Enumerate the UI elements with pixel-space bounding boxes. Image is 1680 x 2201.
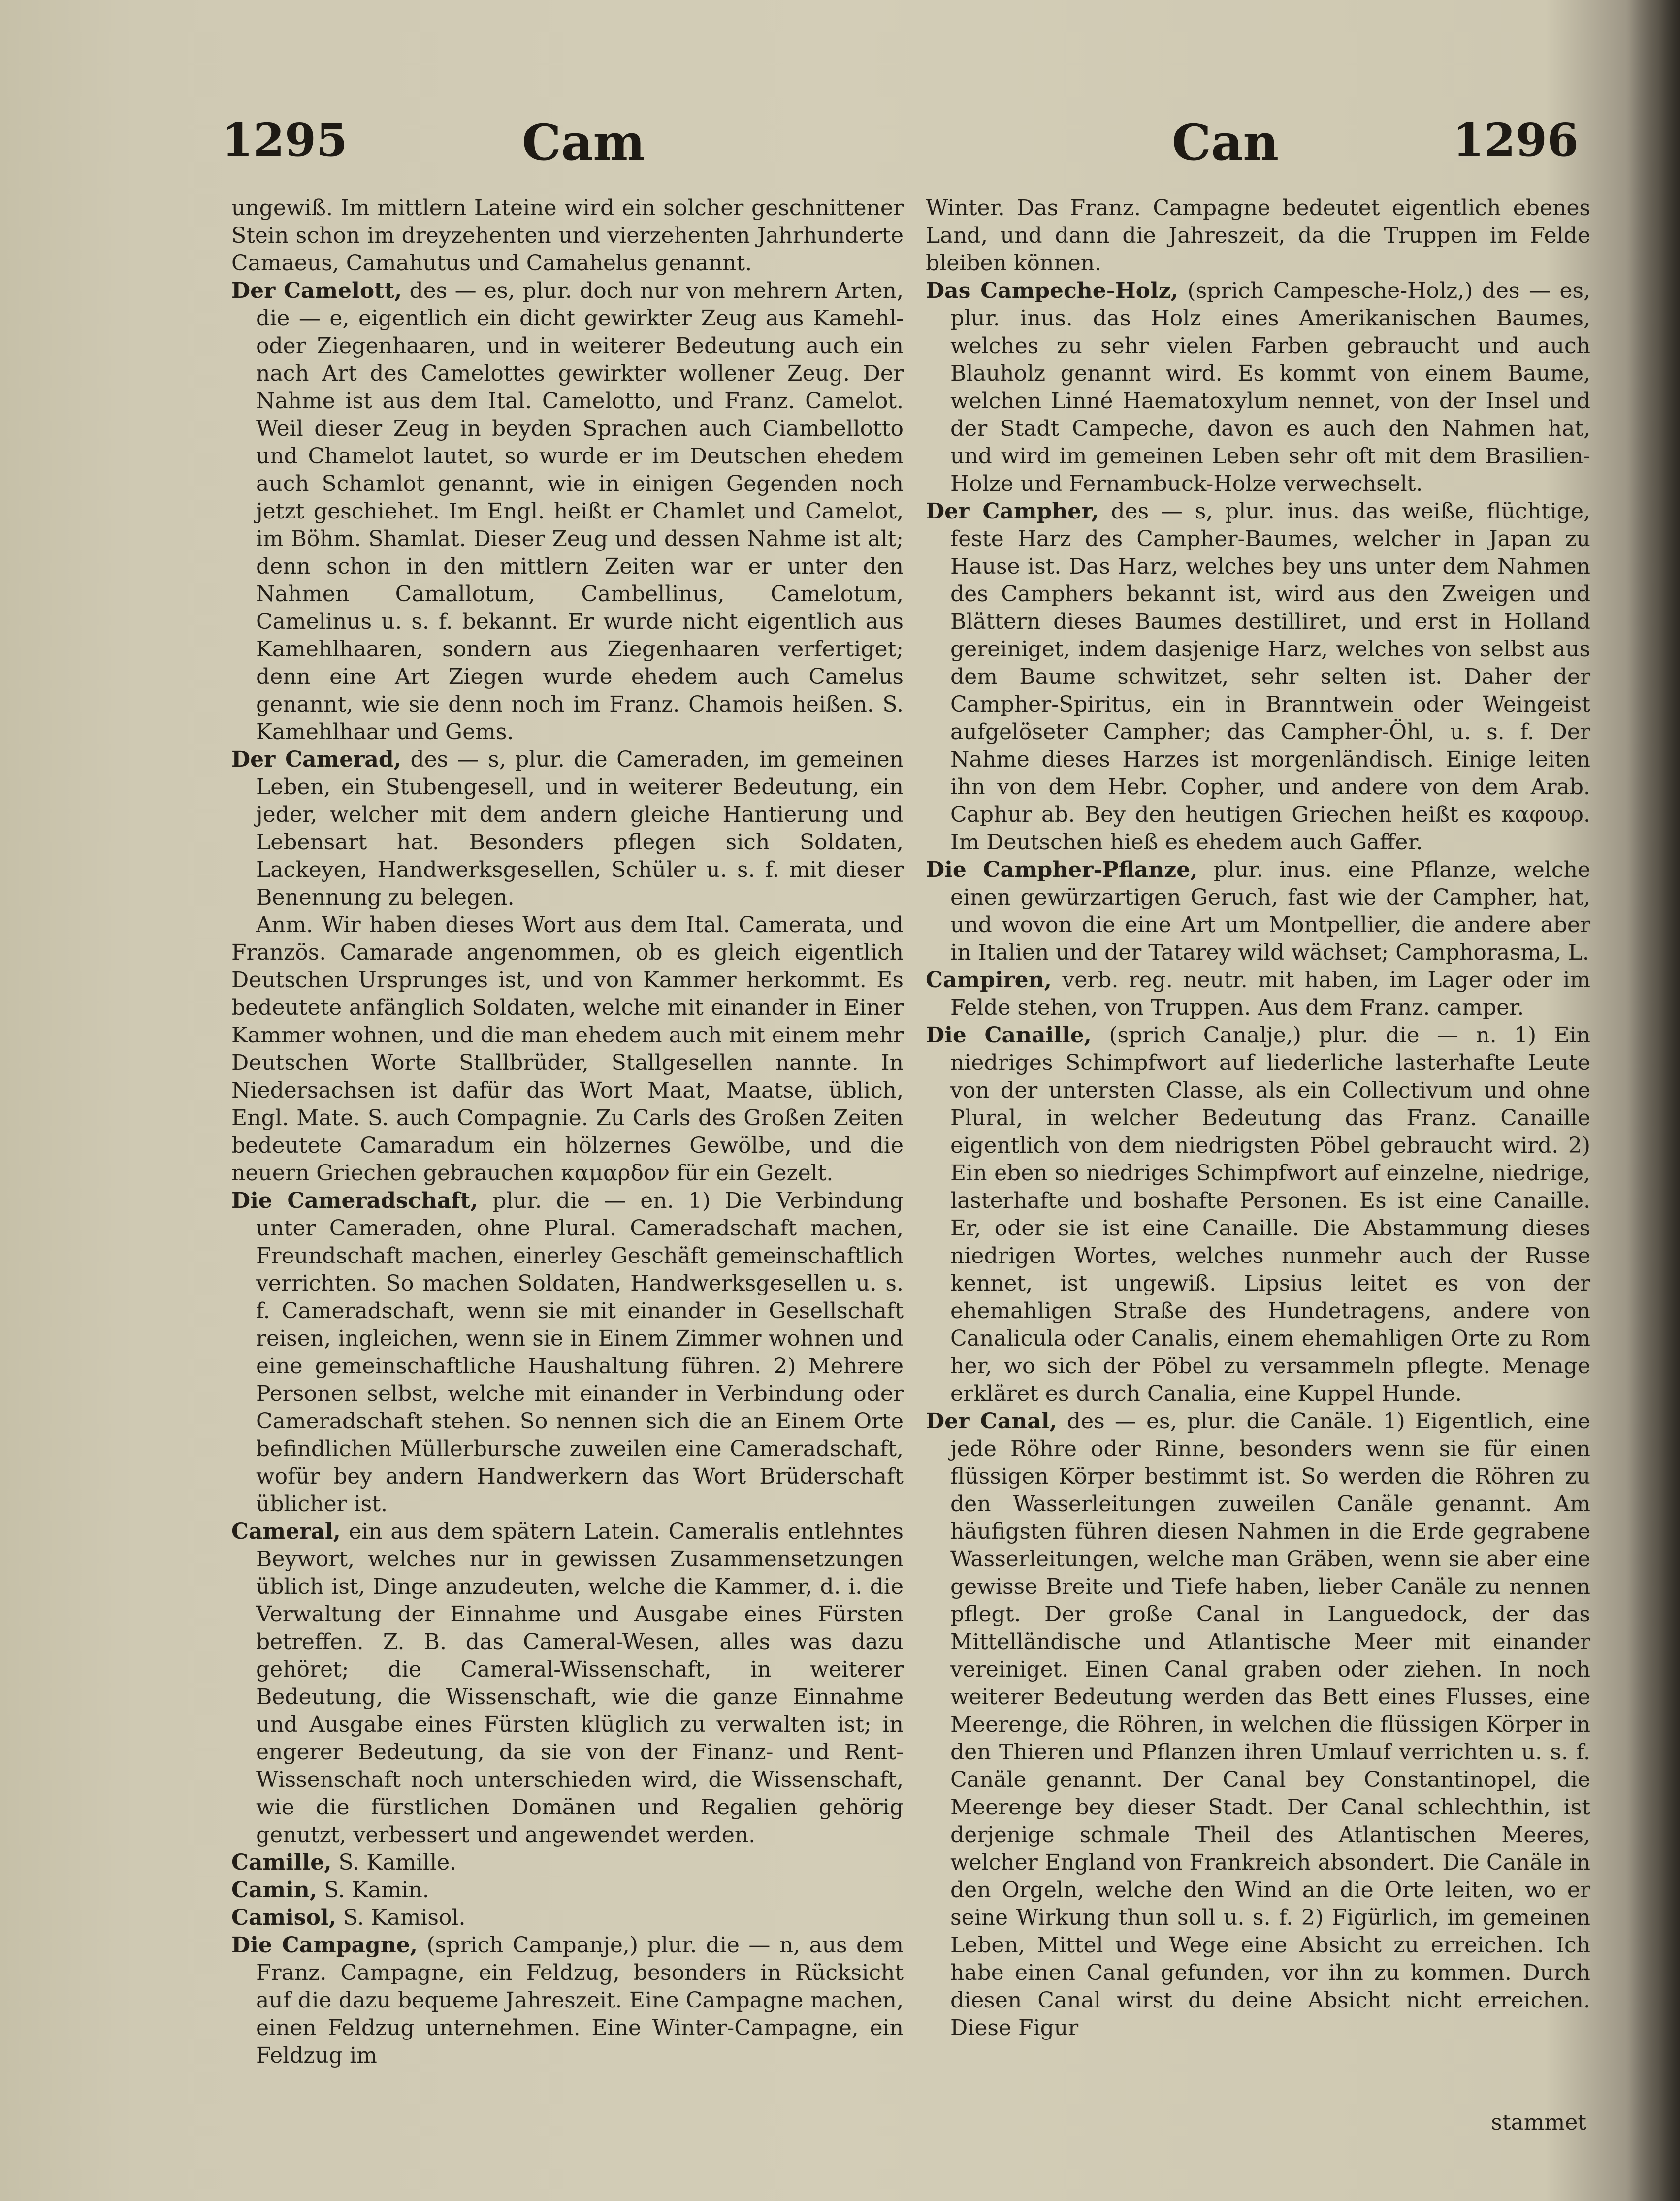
entry-text: S. Kamin. — [324, 1877, 429, 1903]
dictionary-entry — [926, 1022, 1590, 1408]
entry-headword: Der Canal, — [926, 1409, 1057, 1434]
entry-headword: Camisol, — [231, 1905, 336, 1930]
entry-text: plur. die — en. 1) Die Verbindung unter Cameraden, ohne Plural. Cameradschaft machen, Freundschaft machen, einerley Geschäft gemeinschaftlich verrichten. So machen Soldaten, Handwerksgesellen u. s. f. Cameradschaft, wenn sie mit einander in Gesellschaft reisen, ingleichen, wenn sie in Einem Zimmer wohnen und eine gemeinschaftliche Haushaltung führen. 2) Mehrere Personen selbst, welche mit einander in Verbindung oder Cameradschaft stehen. So nennen sich die an Einem Orte befindlichen Müllerbursche zuweilen eine Cameradschaft, wofür bey andern Handwerkern das Wort Brüderschaft üblicher ist. — [256, 1188, 904, 1517]
dictionary-entry — [231, 277, 904, 746]
dictionary-entry — [926, 277, 1590, 498]
dictionary-note — [231, 911, 904, 1187]
dictionary-entry — [926, 194, 1590, 277]
dictionary-entry — [231, 746, 904, 911]
dictionary-entry — [231, 1877, 904, 1904]
entry-headword: Camille, — [231, 1850, 332, 1875]
right-catchword: Can — [1172, 113, 1279, 171]
entry-text: S. Kamille. — [338, 1850, 457, 1875]
dictionary-entry — [926, 498, 1590, 856]
entry-headword: Der Camerad, — [231, 747, 401, 772]
dictionary-entry — [231, 1904, 904, 1932]
dictionary-entry — [231, 1932, 904, 2070]
left-column — [231, 194, 904, 2070]
entry-headword: Der Campher, — [926, 499, 1099, 524]
dictionary-entry — [231, 1849, 904, 1877]
entry-text: (sprich Campanje,) plur. die — n, aus dem Franz. Campagne, ein Feldzug, besonders in Rücksicht auf die dazu bequeme Jahreszeit. Eine Campagne machen, einen Feldzug unternehmen. Eine Winter-Campagne, ein Feldzug im — [256, 1933, 904, 2068]
dictionary-entry — [231, 1187, 904, 1518]
entry-text: S. Kamisol. — [343, 1905, 466, 1930]
entry-headword: Der Camelott, — [231, 278, 402, 303]
entry-text: (sprich Campesche-Holz,) des — es, plur. inus. das Holz eines Amerikanischen Baumes, welches zu sehr vielen Farben gebraucht und auch Blauholz genannt wird. Es kommt von einem Baume, welchen Linné Haematoxylum nennet, von der Insel und der Stadt Campeche, davon es auch den Nahmen hat, und wird im gemeinen Leben sehr oft mit dem Brasilien-Holze und Fernambuck-Holze verwechselt. — [950, 278, 1590, 496]
entry-headword: Die Campher-Pflanze, — [926, 857, 1198, 882]
entry-text: Winter. Das Franz. Campagne bedeutet eigentlich ebenes Land, und dann die Jahreszeit, da die Truppen im Felde bleiben können. — [926, 195, 1590, 276]
entry-text: (sprich Canalje,) plur. die — n. 1) Ein niedriges Schimpfwort auf liederliche lasterhafte Leute von der untersten Classe, als ein Collectivum und ohne Plural, in welcher Bedeutung das Franz. Canaille eigentlich von dem niedrigsten Pöbel gebraucht wird. 2) Ein eben so niedriges Schimpfwort auf einzelne, niedrige, lasterhafte und boshafte Personen. Es ist eine Canaille. Er, oder sie ist eine Canaille. Die Abstammung dieses niedrigen Wortes, welches nunmehr auch der Russe kennet, ist ungewiß. Lipsius leitet es von der ehemahligen Straße des Hundetragens, andere von Canalicula oder Canalis, einem ehemahligen Orte zu Rom her, wo sich der Pöbel zu versammeln pflegte. Menage erkläret es durch Canalia, eine Kuppel Hunde. — [950, 1023, 1590, 1406]
left-page-number: 1295 — [222, 113, 348, 166]
entry-headword: Cameral, — [231, 1519, 341, 1544]
entry-text: des — s, plur. die Cameraden, im gemeinen Leben, ein Stubengesell, und in weiterer Bedeutung, ein jeder, welcher mit dem andern gleiche Hantierung und Lebensart hat. Besonders pflegen sich Soldaten, Lackeyen, Handwerksgesellen, Schüler u. s. f. mit dieser Benennung zu belegen. — [256, 747, 904, 910]
entry-text: des — es, plur. die Canäle. 1) Eigentlich, eine jede Röhre oder Rinne, besonders wenn sie für einen flüssigen Körper bestimmt ist. So werden die Röhren zu den Wasserleitungen zuweilen Canäle genannt. Am häufigsten führen diesen Nahmen in die Erde gegrabene Wasserleitungen, welche man Gräben, wenn sie aber eine gewisse Breite und Tiefe haben, lieber Canäle zu nennen pflegt. Der große Canal in Languedock, der das Mittelländische und Atlantische Meer mit einander vereiniget. Einen Canal graben oder ziehen. In noch weiterer Bedeutung werden das Bett eines Flusses, eine Meerenge, die Röhren, in welchen die flüssigen Körper in den Thieren und Pflanzen ihren Umlauf verrichten u. s. f. Canäle genannt. Der Canal bey Constantinopel, die Meerenge bey dieser Stadt. Der Canal schlechthin, ist derjenige schmale Theil des Atlantischen Meeres, welcher England von Frankreich absondert. Die Canäle in den Orgeln, welche den Wind an die Orte leiten, wo er seine Wirkung thun soll u. s. f. 2) Figürlich, im gemeinen Leben, Mittel und Wege eine Absicht zu erreichen. Ich habe einen Canal gefunden, vor ihn zu kommen. Durch diesen Canal wirst du deine Absicht nicht erreichen. Diese Figur — [950, 1409, 1590, 2040]
entry-headword: Campiren, — [926, 968, 1052, 993]
catchword-custos: stammet — [1491, 2110, 1586, 2135]
entry-text: plur. inus. eine Pflanze, welche einen gewürzartigen Geruch, fast wie der Campher, hat, und wovon die eine Art um Montpellier, die andere aber in Italien und der Tatarey wild wächset; Camphorasma, L. — [950, 857, 1590, 965]
right-column — [926, 194, 1590, 2042]
dictionary-entry — [926, 1408, 1590, 2042]
entry-text: Anm. Wir haben dieses Wort aus dem Ital. Camerata, und Französ. Camarade angenommen, ob es gleich eigentlich Deutschen Ursprunges ist, und von Kammer herkommt. Es bedeutete anfänglich Soldaten, welche mit einander in Einer Kammer wohnen, und die man ehedem auch mit einem mehr Deutschen Worte Stallbrüder, Stallgesellen nannte. In Niedersachsen ist dafür das Wort Maat, Maatse, üblich, Engl. Mate. S. auch Compagnie. Zu Carls des Großen Zeiten bedeutete Camaradum ein hölzernes Gewölbe, und die neuern Griechen gebrauchen καμαρδον für ein Gezelt. — [231, 912, 904, 1186]
dictionary-entry — [231, 1518, 904, 1849]
entry-headword: Die Cameradschaft, — [231, 1188, 478, 1213]
entry-headword: Die Campagne, — [231, 1933, 418, 1958]
entry-text: ungewiß. Im mittlern Lateine wird ein solcher geschnittener Stein schon im dreyzehenten und vierzehenten Jahrhunderte Camaeus, Camahutus und Camahelus genannt. — [231, 195, 904, 276]
entry-text: des — es, plur. doch nur von mehrern Arten, die — e, eigentlich ein dicht gewirkter Zeug aus Kamehl- oder Ziegenhaaren, und in weiterer Bedeutung auch ein nach Art des Camelottes gewirkter wollener Zeug. Der Nahme ist aus dem Ital. Camelotto, und Franz. Camelot. Weil dieser Zeug in beyden Sprachen auch Ciambellotto und Chamelot lautet, so wurde er im Deutschen ehedem auch Schamlot genannt, wie in einigen Gegenden noch jetzt geschiehet. Im Engl. heißt er Chamlet und Camelot, im Böhm. Shamlat. Dieser Zeug und dessen Nahme ist alt; denn schon in den mittlern Zeiten war er unter den Nahmen Camallotum, Cambellinus, Camelotum, Camelinus u. s. f. bekannt. Er wurde nicht eigentlich aus Kamehlhaaren, sondern aus Ziegenhaaren verfertiget; denn eine Art Ziegen wurde ehedem auch Camelus genannt, wie sie denn noch im Franz. Chamois heißen. S. Kamehlhaar und Gems. — [256, 278, 904, 744]
right-page-number: 1296 — [1453, 113, 1579, 166]
entry-headword: Camin, — [231, 1877, 318, 1903]
gutter-shadow — [1626, 0, 1680, 2201]
entry-headword: Das Campeche-Holz, — [926, 278, 1178, 303]
left-catchword: Cam — [522, 113, 646, 171]
entry-text: verb. reg. neutr. mit haben, im Lager oder im Felde stehen, von Truppen. Aus dem Franz. camper. — [950, 968, 1590, 1020]
dictionary-entry — [231, 194, 904, 277]
entry-headword: Die Canaille, — [926, 1023, 1092, 1048]
dictionary-entry — [926, 856, 1590, 967]
dictionary-entry — [926, 967, 1590, 1022]
entry-text: des — s, plur. inus. das weiße, flüchtige, feste Harz des Campher-Baumes, welcher in Japan zu Hause ist. Das Harz, welches bey uns unter dem Nahmen des Camphers bekannt ist, wird aus den Zweigen und Blättern dieses Baumes destilliret, und erst in Holland gereiniget, indem dasjenige Harz, welches von selbst aus dem Baume schwitzet, sehr selten ist. Daher der Campher-Spiritus, ein in Branntwein oder Weingeist aufgelöseter Campher; das Campher-Öhl, u. s. f. Der Nahme dieses Harzes ist morgenländisch. Einige leiten ihn von dem Hebr. Copher, und andere von dem Arab. Caphur ab. Bey den heutigen Griechen heißt es καφουρ. Im Deutschen hieß es ehedem auch Gaffer. — [950, 499, 1590, 855]
entry-text: ein aus dem spätern Latein. Cameralis entlehntes Beywort, welches nur in gewissen Zusammensetzungen üblich ist, Dinge anzudeuten, welche die Kammer, d. i. die Verwaltung der Einnahme und Ausgabe eines Fürsten betreffen. Z. B. das Cameral-Wesen, alles was dazu gehöret; die Cameral-Wissenschaft, in weiterer Bedeutung, die Wissenschaft, wie die ganze Einnahme und Ausgabe eines Fürsten klüglich zu verwalten ist; in engerer Bedeutung, da sie von der Finanz- und Rent-Wissenschaft noch unterschieden wird, die Wissenschaft, wie die fürstlichen Domänen und Regalien gehörig genutzt, verbessert und angewendet werden. — [256, 1519, 904, 1847]
